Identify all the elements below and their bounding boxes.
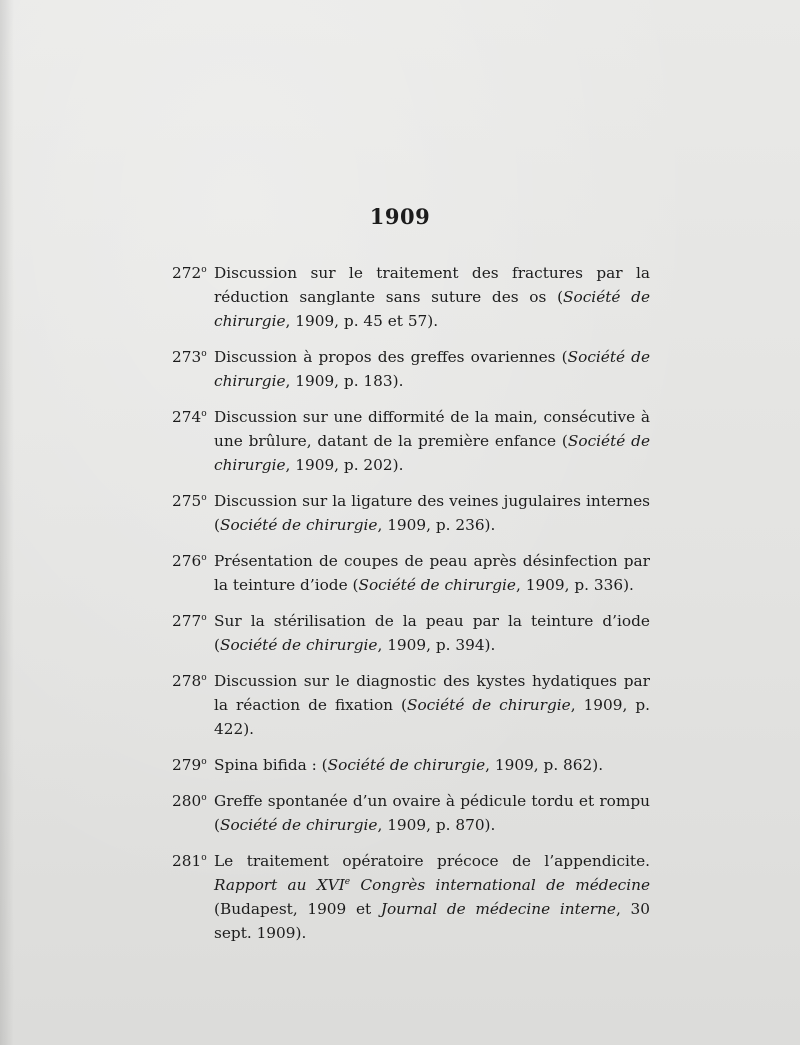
entry-text (214, 405, 650, 477)
entry-text (214, 789, 650, 837)
entry-text-italic: Société de chirurgie (214, 432, 651, 474)
entry-text-italic: Société de chirurgie (214, 348, 651, 390)
entry-text-segment: (Budapest, 1909 et (214, 900, 381, 918)
entry-number-value: 274 (172, 408, 202, 426)
entry-text-segment: Discussion sur le diagnostic des kystes hydatiques par la réaction de fixation ( (214, 672, 650, 714)
entry-text-segment: , 1909, p. 236). (377, 516, 496, 534)
entry-text-italic: Société de chirurgie (358, 576, 516, 594)
entry-number-ordinal: o (201, 793, 207, 803)
entry-text-segment: , 1909, p. 422). (214, 696, 650, 738)
entry-text-segment: Discussion à propos des greffes ovariennes ( (214, 348, 568, 366)
entry-number (172, 549, 214, 597)
entry-number-value: 277 (172, 612, 202, 630)
entry-number-value: 278 (172, 672, 202, 690)
bibliography-entry (172, 405, 650, 477)
entry-number (172, 609, 214, 657)
entry-number-value: 281 (172, 852, 202, 870)
entry-text (214, 345, 650, 393)
bibliography-entry (172, 753, 650, 777)
entry-text-italic: Société de chirurgie (219, 516, 378, 534)
entry-text-segment: , 1909, p. 870). (377, 816, 496, 834)
entry-number-value: 272 (172, 264, 202, 282)
entry-text-segment: Greffe spontanée d’un ovaire à pédicule tordu et rompu ( (214, 792, 650, 834)
bibliography-entry (172, 669, 650, 741)
entry-number (172, 849, 214, 945)
entry-text-segment: Discussion sur la ligature des veines jugulaires internes ( (214, 492, 650, 534)
bibliography-entry (172, 849, 650, 945)
entry-text-segment: , 1909, p. 862). (485, 756, 604, 774)
entry-text-segment: Discussion sur une difformité de la main, consécutive à une brûlure, datant de la première enfance ( (214, 408, 650, 450)
entry-number (172, 261, 214, 333)
bibliography-entry (172, 261, 650, 333)
entry-text (214, 753, 650, 777)
entry-text-segment: , 1909, p. 336). (515, 576, 634, 594)
entry-number-ordinal: o (201, 349, 207, 359)
entry-text-italic: Société de chirurgie (327, 756, 486, 774)
entry-number-ordinal: o (201, 853, 207, 863)
entry-text (214, 261, 650, 333)
entry-text-segment: , 1909, p. 202). (285, 456, 404, 474)
entry-number-ordinal: o (201, 409, 207, 419)
entry-number (172, 753, 214, 777)
entry-text-segment: , 30 sept. 1909). (214, 900, 650, 942)
bibliography-entry (172, 489, 650, 537)
page-edge-shadow (0, 0, 14, 1045)
entry-text-italic: Société de chirurgie (214, 288, 650, 330)
bibliography-entry (172, 789, 650, 837)
entry-number-value: 276 (172, 552, 202, 570)
entry-text-italic: Journal de médecine interne (380, 900, 616, 918)
entry-number (172, 345, 214, 393)
entry-text (214, 609, 650, 657)
entry-text-segment: , 1909, p. 183). (285, 372, 404, 390)
entry-number-ordinal: o (201, 493, 207, 503)
entry-text-segment: , 1909, p. 394). (377, 636, 496, 654)
entry-text-italic: Société de chirurgie (406, 696, 571, 714)
entry-text (214, 549, 650, 597)
entry-number-value: 279 (172, 756, 202, 774)
bibliography-entry (172, 549, 650, 597)
bibliography-entry (172, 345, 650, 393)
entry-number (172, 669, 214, 741)
entry-text-segment: Le traitement opératoire précoce de l’appendicite. (214, 852, 650, 870)
entry-number-value: 273 (172, 348, 202, 366)
entry-text-segment: Discussion sur le traitement des fractures par la réduction sanglante sans suture des os ( (214, 264, 650, 306)
entry-text-segment: , 1909, p. 45 et 57). (285, 312, 439, 330)
entry-number-value: 280 (172, 792, 202, 810)
entry-text-italic: Société de chirurgie (219, 816, 378, 834)
entry-number-ordinal: o (201, 265, 207, 275)
entry-text (214, 849, 650, 945)
bibliography-list (172, 261, 650, 957)
entry-number-ordinal: o (201, 553, 207, 563)
entry-text-italic: Société de chirurgie (219, 636, 378, 654)
entry-number (172, 789, 214, 837)
entry-number-ordinal: o (201, 757, 207, 767)
entry-text-superscript: e (344, 877, 351, 887)
entry-number (172, 489, 214, 537)
entry-number-ordinal: o (201, 673, 207, 683)
entry-text-segment: Sur la stérilisation de la peau par la teinture d’iode ( (214, 612, 650, 654)
entry-number-value: 275 (172, 492, 202, 510)
entry-number (172, 405, 214, 477)
entry-number-ordinal: o (201, 613, 207, 623)
bibliography-entry (172, 609, 650, 657)
entry-text (214, 489, 650, 537)
year-heading: 1909 (369, 204, 431, 229)
entry-text-italic: Congrès international de médecine (350, 876, 650, 894)
entry-text-segment: Spina bifida : ( (214, 756, 328, 774)
entry-text-segment: Présentation de coupes de peau après désinfection par la teinture d’iode ( (214, 552, 650, 594)
entry-text-italic: Rapport au XVI (214, 876, 345, 894)
entry-text (214, 669, 650, 741)
